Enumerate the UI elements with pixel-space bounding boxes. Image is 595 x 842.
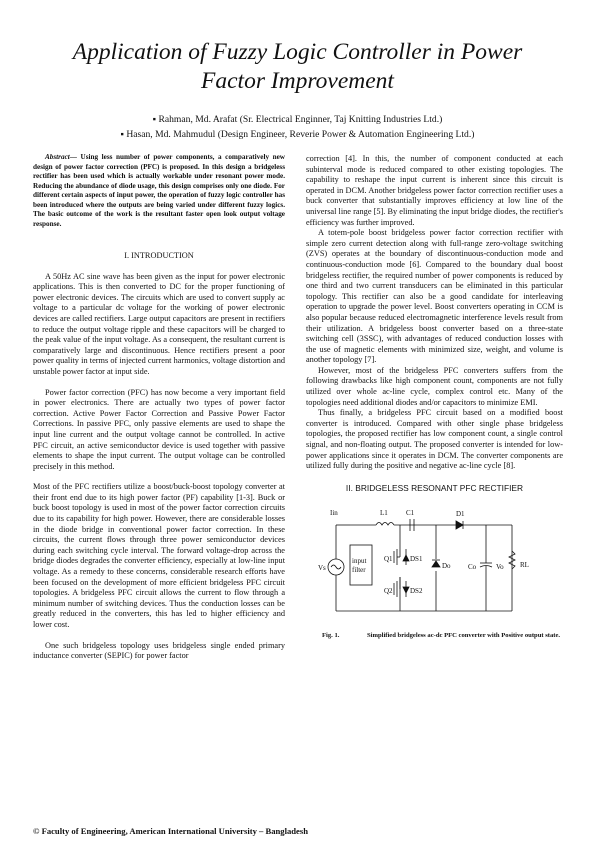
right-column [306,154,563,641]
author-block [40,112,555,142]
intro-paragraph-5: correction [4]. In this, the number of component conducted at each subinterval mode is reduced compared to other existing topologies. The capability to reshape the input current is inherent since this circuit is operated in DCM. Another bridgeless power factor correction rectifier uses a buck converter that substantially improves efficiency at low line of the universal line range [5]. By eliminating the input bridge diodes, the rectifier's efficiency was further improved. [306,154,563,227]
abstract-text: Using less number of power components, a comparatively new design of power factor correction (PFC) is proposed. In this design a bridgeless rectifier has been used which is actually workable under resonant power mode. Reducing the abundance of diode usage, this design comprises only one diode. For different certain aspects of input power, the operation of fuzzy logic controller has been introduced where the outputs are being varied under different fuzzy logics. The basic outcome of the work is the resultant faster open look output voltage response. [33,153,285,228]
label-ds1: DS1 [410,555,423,564]
title-line-2: Factor Improvement [201,68,394,94]
label-q1: Q1 [384,555,393,564]
label-co: Co [468,563,477,572]
intro-paragraph-7: However, most of the bridgeless PFC converters suffers from the following drawbacks like high component count, components are not fully utilized over whole ac-line cycle, complex control etc. Many of the topologies need additional diodes and/or capacitors to minimize EMI. [306,365,563,407]
intro-paragraph-3: Most of the PFC rectifiers utilize a boost/buck-boost topology converter at their front end due to its high power factor (PF) capability [1-3]. Buck or buck boost topology is used in most of the power factor correction circuits due to its capability for high power. However, there are considerable losses in the diode bridge in conventional power factor correction. In these circuits, the current flows through three power semiconductor devices during each switching cycle interval. The forward voltage-drop across the bridge diodes degrades the converter efficiency, especially at low-line input voltage. As a remedy to these concerns, considerable research efforts have been focused on the development of more efficient bridgeless PFC circuit topologies. A bridgeless PFC circuit allows the current to flow through a minimum number of switching devices. Thus the conduction losses can be greatly reduced in the converters, this has led to higher efficiency and lower cost. [33,482,285,629]
left-column [33,153,285,662]
label-filter: filter [352,566,366,575]
label-ds2: DS2 [410,587,423,596]
figure-number: Fig. 1. [322,632,340,640]
label-vs: Vs [318,564,326,573]
abstract [33,153,285,229]
intro-paragraph-8: Thus finally, a bridgeless PFC circuit based on a modified boost converter is introduced. Compared with other single phase bridgeless topologies, the proposed rectifier has low component count, a single control signal, and non-floating output. The proposed converter is intended for low-power applications since it operates in DCM. The converter components are utilized fully during the positive and negative ac-line cycle [8]. [306,408,563,471]
author-2: ▪ Hasan, Md. Mahmudul (Design Engineer, Reverie Power & Automation Engineering Ltd.) [120,129,475,140]
section-heading-bridgeless: II. BRIDGELESS RESONANT PFC RECTIFIER [345,482,524,493]
intro-paragraph-4: One such bridgeless topology uses bridgeless single ended primary inductance converter (SEPIC) for power factor [33,640,285,661]
label-q2: Q2 [384,587,393,596]
abstract-label: Abstract— [45,153,77,161]
label-vo: Vo [496,563,504,572]
label-l1: L1 [380,509,388,518]
figure-caption-text: Simplified bridgeless ac-dc PFC converter with Positive output state. [366,632,561,640]
circuit-diagram [306,499,563,629]
label-input: input [352,557,367,566]
label-c1: C1 [406,509,415,518]
figure-caption [306,632,563,641]
paper-title [40,38,555,96]
intro-paragraph-6: A totem-pole boost bridgeless power factor correction rectifier with simple zero current detection along with full-range zero-voltage switching (ZVS) operates at the boundary of discontinuous-conduction mode and continuous-conduction mode [6]. Compared to the boundary dual boost bridgeless rectifier, the required number of power components is reduced by one third and two current transducers can be eliminated in this particular topology. This rectifier can also be a good candidate for interleaving operation to upgrade the power level. Boost converters operating in CCM is also popular because reduced electromagnetic interference levels result from their utilization. A bridgeless boost converter based on a three-state switching cell (3SSC), with advantages of reduced conduction losses with the use of magnetic elements with minimized size, weight, and volume is another topology [7]. [306,228,563,365]
circuit-figure [306,499,563,629]
label-d1: D1 [456,510,465,519]
title-line-1: Application of Fuzzy Logic Controller in Power [72,39,523,65]
section-heading-introduction: I. INTRODUCTION [124,251,194,260]
label-iin: Iin [330,509,338,518]
intro-paragraph-1: A 50Hz AC sine wave has been given as the input for power electronic applications. This is then converted to DC for the proper functioning of power electronic devices. The circuits which are used to convert supply ac voltage to a particular dc voltage for the working of power electronic devices are called rectifiers. Large output capacitors are present in rectifiers to reduce the output voltage ripple and these capacitors will be charged to the peak value of the input voltage. As a consequent, the resultant current is comparatively large and discontinuous. Hence rectifiers present a poor power quality in terms of injected current harmonics, voltage distortion and unstable power factor at input side. [33,271,285,376]
footer-affiliation: © Faculty of Engineering, American International University – Bangladesh [33,826,308,836]
intro-paragraph-2: Power factor correction (PFC) has now become a very important field in power electronics. There are actually two types of power factor correction. Active Power Factor Correction and Passive Power Factor Corrections. In passive PFC, only passive elements are used to shape the input line current and the output voltage cannot be controlled. In active PFC circuit, an active semiconductor device is used together with passive elements to shape the input current. The output voltage can be controlled precisely in this method. [33,387,285,471]
label-do: Do [442,562,451,571]
label-rl: RL [520,561,529,570]
author-1: ▪ Rahman, Md. Arafat (Sr. Electrical Enginner, Taj Knitting Industries Ltd.) [152,114,443,125]
